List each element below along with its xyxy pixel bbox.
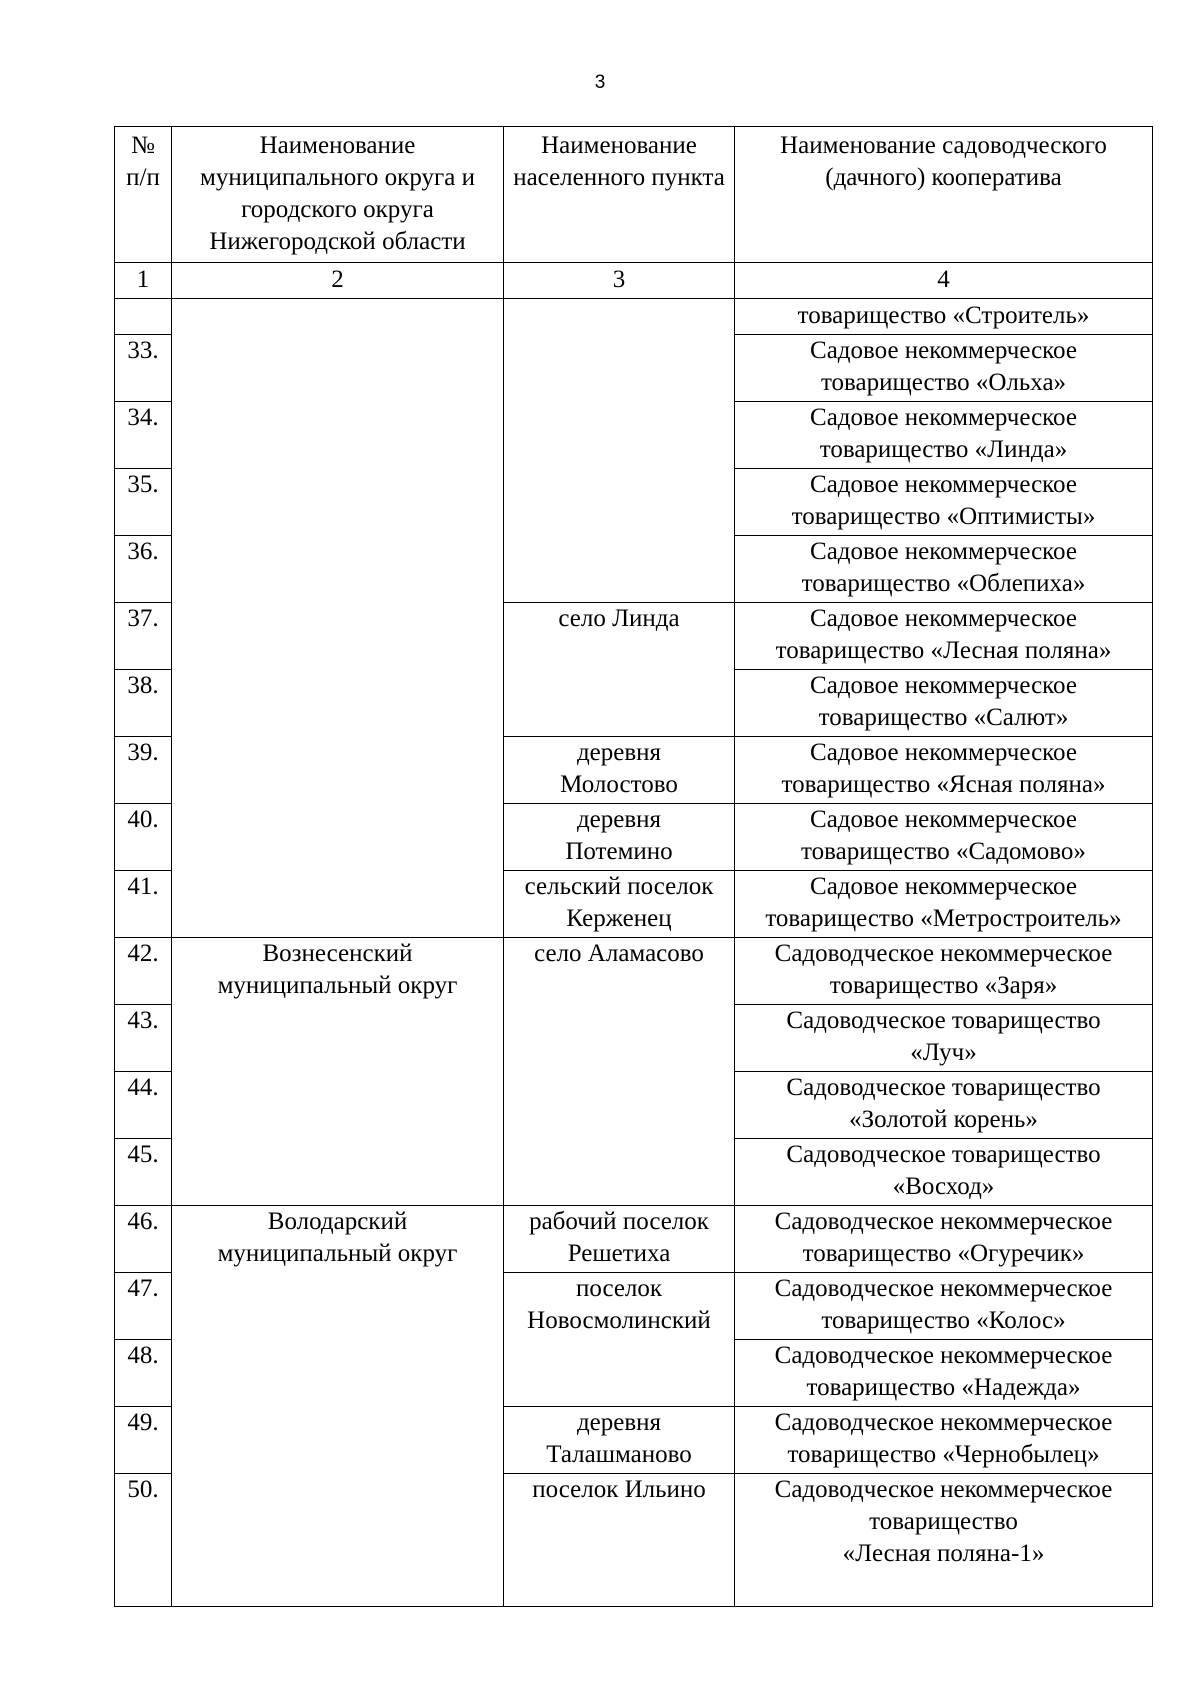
table-row [115, 1206, 1153, 1273]
column-number-row [115, 263, 1153, 299]
cooperative-cell: Садовое некоммерческое товарищество «Облепиха» [735, 536, 1153, 603]
row-number: 38. [115, 670, 172, 737]
cooperative-cell: Садоводческое некоммерческое товарищество «Заря» [735, 938, 1153, 1005]
row-number: 41. [115, 871, 172, 938]
cooperative-cell: Садовое некоммерческое товарищество «Лесная поляна» [735, 603, 1153, 670]
cooperative-cell: Садоводческое товарищество «Восход» [735, 1139, 1153, 1206]
settlement-cell: сельский поселок Керженец [504, 871, 735, 938]
cooperative-cell: Садоводческое некоммерческое товарищество «Огуречик» [735, 1206, 1153, 1273]
row-number: 45. [115, 1139, 172, 1206]
cooperative-cell: Садоводческое некоммерческое товарищество «Чернобылец» [735, 1407, 1153, 1474]
cooperative-cell: Садоводческое некоммерческое товарищество «Лесная поляна-1» [735, 1474, 1153, 1607]
settlement-cell: село Линда [504, 603, 735, 737]
row-number: 47. [115, 1273, 172, 1340]
settlement-cell: деревня Потемино [504, 804, 735, 871]
settlement-cell: село Аламасово [504, 938, 735, 1206]
header-cooperative: Наименование садоводческого (дачного) кооператива [735, 127, 1153, 263]
cooperative-cell: товарищество «Строитель» [735, 299, 1153, 335]
row-number: 50. [115, 1474, 172, 1607]
header-number: № п/п [115, 127, 172, 263]
row-number: 40. [115, 804, 172, 871]
header-district: Наименование муниципального округа и городского округа Нижегородской области [172, 127, 504, 263]
settlement-cell: поселок Новосмолинский [504, 1273, 735, 1407]
header-settlement: Наименование населенного пункта [504, 127, 735, 263]
column-number: 1 [115, 263, 172, 299]
cooperatives-table [114, 126, 1153, 1607]
table-row [115, 299, 1153, 335]
column-number: 3 [504, 263, 735, 299]
district-cell [172, 299, 504, 938]
row-number: 48. [115, 1340, 172, 1407]
row-number: 49. [115, 1407, 172, 1474]
row-number: 33. [115, 335, 172, 402]
cooperative-cell: Садоводческое товарищество «Луч» [735, 1005, 1153, 1072]
cooperative-cell: Садоводческое товарищество «Золотой корень» [735, 1072, 1153, 1139]
settlement-cell [504, 299, 735, 603]
column-number: 2 [172, 263, 504, 299]
district-cell: Володарский муниципальный округ [172, 1206, 504, 1607]
cooperative-cell: Садовое некоммерческое товарищество «Ольха» [735, 335, 1153, 402]
table-header-row [115, 127, 1153, 263]
column-number: 4 [735, 263, 1153, 299]
row-number: 42. [115, 938, 172, 1005]
settlement-cell: деревня Талашманово [504, 1407, 735, 1474]
row-number: 39. [115, 737, 172, 804]
settlement-cell: рабочий поселок Решетиха [504, 1206, 735, 1273]
page-number: 3 [594, 72, 606, 93]
cooperative-cell: Садовое некоммерческое товарищество «Линда» [735, 402, 1153, 469]
cooperative-cell: Садовое некоммерческое товарищество «Оптимисты» [735, 469, 1153, 536]
cooperative-cell: Садовое некоммерческое товарищество «Садомово» [735, 804, 1153, 871]
cooperative-cell: Садоводческое некоммерческое товарищество «Надежда» [735, 1340, 1153, 1407]
row-number: 37. [115, 603, 172, 670]
settlement-cell: поселок Ильино [504, 1474, 735, 1607]
row-number: 46. [115, 1206, 172, 1273]
cooperative-cell: Садовое некоммерческое товарищество «Салют» [735, 670, 1153, 737]
district-cell: Вознесенский муниципальный округ [172, 938, 504, 1206]
row-number [115, 299, 172, 335]
table-row [115, 938, 1153, 1005]
cooperative-cell: Садовое некоммерческое товарищество «Ясная поляна» [735, 737, 1153, 804]
cooperative-cell: Садоводческое некоммерческое товарищество «Колос» [735, 1273, 1153, 1340]
row-number: 44. [115, 1072, 172, 1139]
row-number: 43. [115, 1005, 172, 1072]
settlement-cell: деревня Молостово [504, 737, 735, 804]
row-number: 36. [115, 536, 172, 603]
row-number: 34. [115, 402, 172, 469]
row-number: 35. [115, 469, 172, 536]
cooperative-cell: Садовое некоммерческое товарищество «Метростроитель» [735, 871, 1153, 938]
